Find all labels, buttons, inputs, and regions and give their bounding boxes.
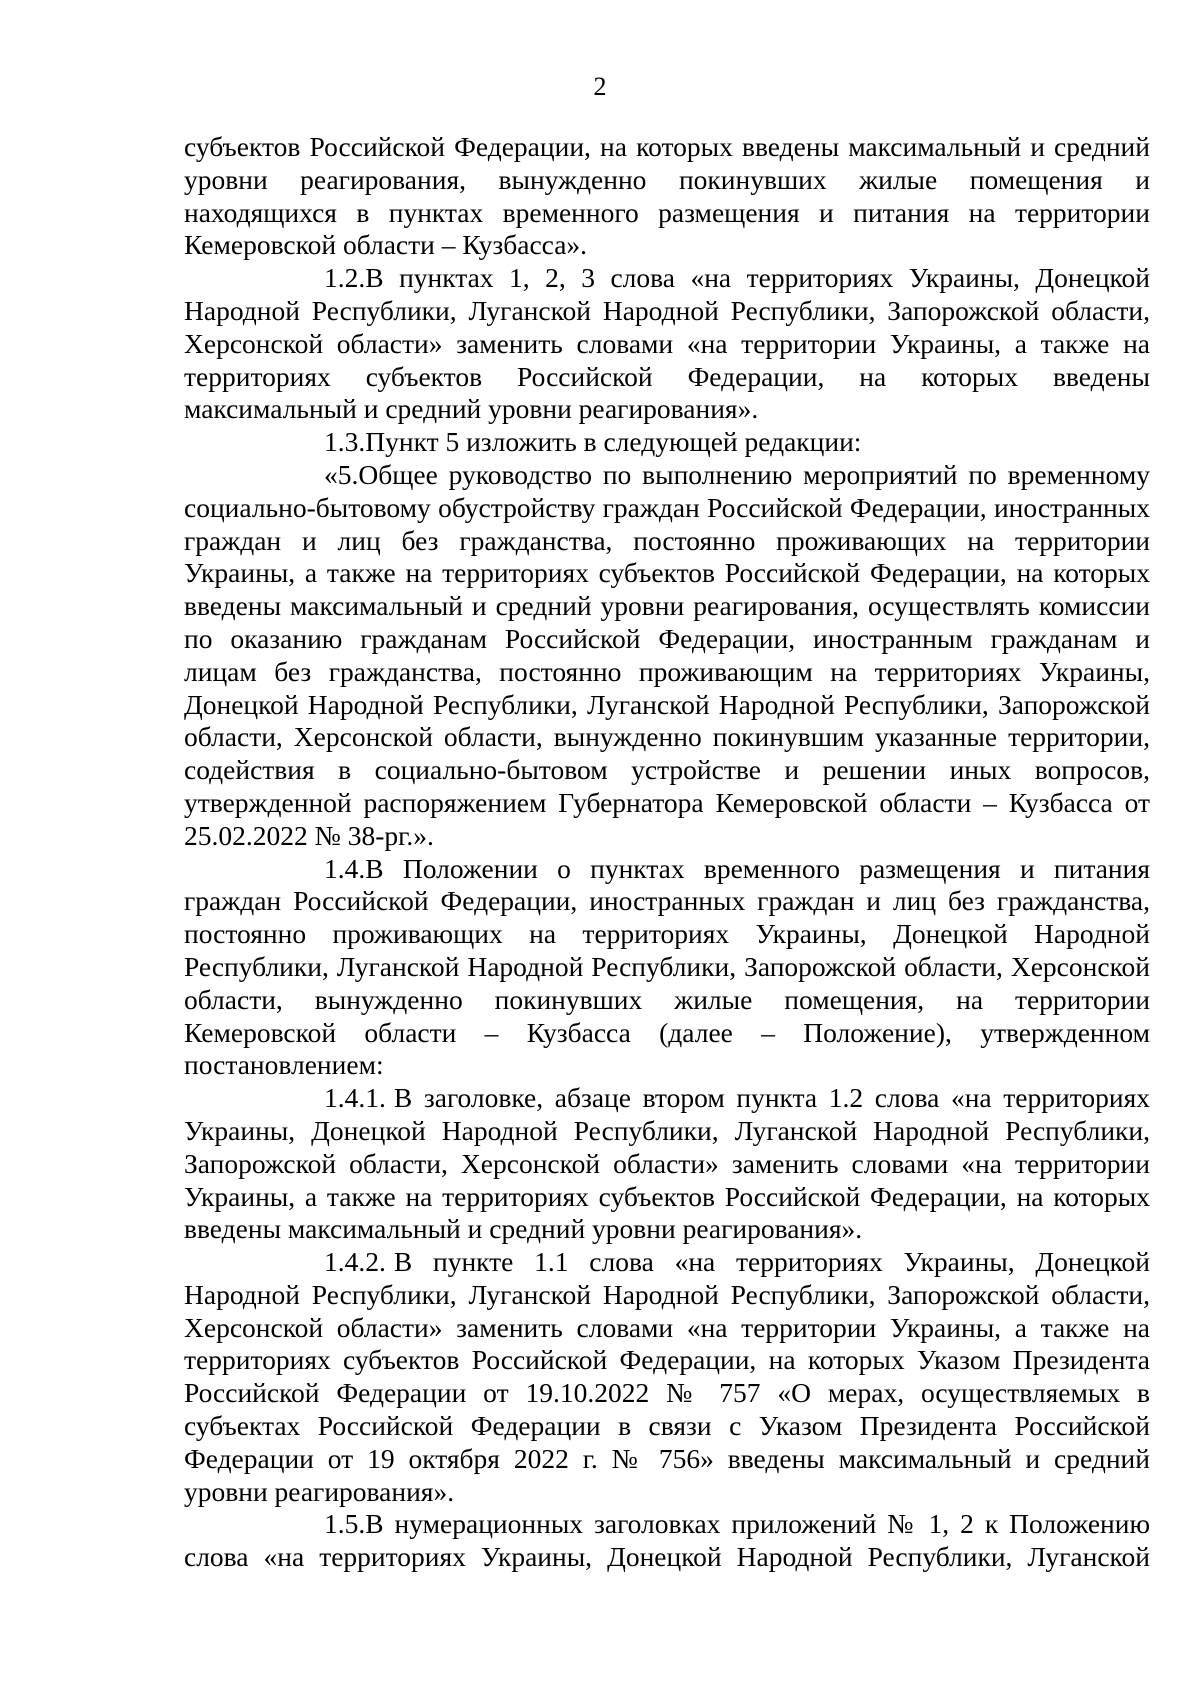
paragraph-1-4-1 xyxy=(184,1082,1150,1246)
paragraph-1-5 xyxy=(184,1508,1150,1574)
clause-number: 1.2. xyxy=(324,262,366,294)
paragraph-text: В заголовке, абзаце втором пункта 1.2 слова «на территориях Украины, Донецкой Народной Республики, Луганской Народной Республики, Запорожской области, Херсонской области» заменить словами «на территории Украины, а также на территориях субъектов Российской Федерации, на которых введены максимальный и средний уровни реагирования». xyxy=(184,1082,1150,1245)
clause-number: 1.3. xyxy=(324,426,366,458)
paragraph-text: В пунктах 1, 2, 3 слова «на территориях Украины, Донецкой Народной Республики, Луганской Народной Республики, Запорожской области, Херсонской области» заменить словами «на территории Украины, а также на территориях субъектов Российской Федерации, на которых введены максимальный и средний уровни реагирования». xyxy=(184,262,1150,425)
paragraph-text: В пункте 1.1 слова «на территориях Украины, Донецкой Народной Республики, Луганской Народной Республики, Запорожской области, Херсонской области» заменить словами «на территории Украины, а также на территориях субъектов Российской Федерации, на которых Указом Президента Российской Федерации от 19.10.2022 № 757 «О мерах, осуществляемых в субъектах Российской Федерации в связи с Указом Президента Российской Федерации от 19 октября 2022 г. № 756» введены максимальный и средний уровни реагирования». xyxy=(184,1246,1150,1507)
paragraph-1-3 xyxy=(184,426,1150,459)
clause-number: 1.4.1. xyxy=(324,1082,386,1114)
paragraph-text: В Положении о пунктах временного размещения и питания граждан Российской Федерации, иностранных граждан и лиц без гражданства, постоянно проживающих на территориях Украины, Донецкой Народной Республики, Луганской Народной Республики, Запорожской области, Херсонской области, вынужденно покинувших жилые помещения, на территории Кемеровской области – Кузбасса (далее – Положение), утвержденном постановлением: xyxy=(184,852,1150,1081)
paragraph-text: В нумерационных заголовках приложений № 1, 2 к Положению слова «на территориях Украины, Донецкой Народной Республики, Луганской xyxy=(184,1508,1150,1573)
clause-number: 1.4.2. xyxy=(324,1246,386,1278)
paragraph-quoted-5 xyxy=(184,459,1150,853)
page-number: 2 xyxy=(593,72,607,101)
paragraph-continuation xyxy=(184,131,1150,262)
paragraph-1-4-2 xyxy=(184,1246,1150,1508)
paragraph-text: Общее руководство по выполнению мероприятий по временному социально-бытовому обустройству граждан Российской Федерации, иностранных граждан и лиц без гражданства, постоянно проживающих на территории Украины, а также на территориях субъектов Российской Федерации, на которых введены максимальный и средний уровни реагирования, осуществлять комиссии по оказанию гражданам Российской Федерации, иностранным гражданам и лицам без гражданства, постоянно проживающим на территориях Украины, Донецкой Народной Республики, Луганской Народной Республики, Запорожской области, Херсонской области, вынужденно покинувшим указанные территории, содействия в социально-бытовом устройстве и решении иных вопросов, утвержденной распоряжением Губернатора Кемеровской области – Кузбасса от 25.02.2022 № 38-рг.». xyxy=(184,458,1150,851)
document-body xyxy=(184,131,1150,1574)
paragraph-1-4 xyxy=(184,853,1150,1083)
clause-number: 1.5. xyxy=(324,1508,366,1540)
paragraph-1-2 xyxy=(184,262,1150,426)
paragraph-text: субъектов Российской Федерации, на которых введены максимальный и средний уровни реагирования, вынужденно покинувших жилые помещения и находящихся в пунктах временного размещения и питания на территории Кемеровской области – Кузбасса». xyxy=(184,131,1150,261)
paragraph-text: Пункт 5 изложить в следующей редакции: xyxy=(365,426,862,458)
clause-number: «5. xyxy=(324,458,359,490)
clause-number: 1.4. xyxy=(324,852,366,884)
